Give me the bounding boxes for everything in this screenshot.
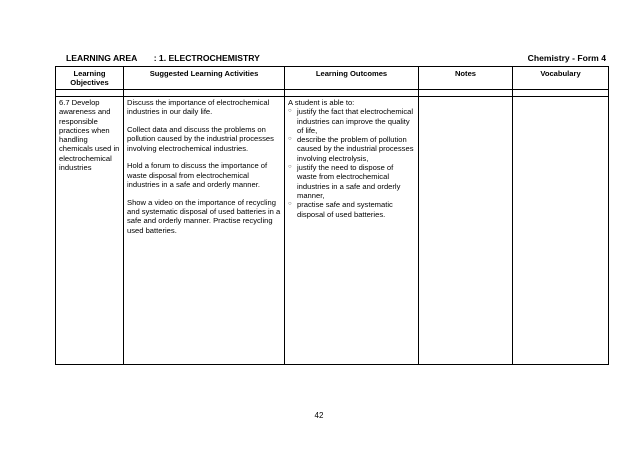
activity-paragraph: Discuss the importance of electrochemical industries in our daily life. [127, 98, 270, 117]
outcomes-intro: A student is able to: [288, 98, 355, 107]
spacer-cell [56, 90, 124, 97]
page-header [66, 53, 606, 65]
activity-paragraph: Show a video on the importance of recycling and systematic disposal of used batteries in a safe and orderly manner. Practise recycling used batteries. [127, 197, 281, 235]
activity-paragraph: Collect data and discuss the problems on pollution caused by the industrial processes involving electrochemical industries. [127, 125, 274, 153]
hollow-bullet-icon: ○ [288, 164, 292, 171]
col-header-vocabulary: Vocabulary [513, 67, 609, 90]
hollow-bullet-icon: ○ [288, 201, 292, 208]
learning-area-label: LEARNING AREA [66, 53, 138, 63]
vocabulary-cell [513, 97, 609, 365]
spacer-cell [285, 90, 419, 97]
subject-title: Chemistry - Form 4 [527, 53, 606, 63]
outcome-text: describe the problem of pollution caused by the industrial processes involving electrolysis, [297, 135, 414, 163]
activities-cell [124, 97, 285, 365]
col-header-learning-objectives: Learning Objectives [56, 67, 124, 90]
table-header-row [56, 67, 609, 90]
col-header-activities: Suggested Learning Activities [124, 67, 285, 90]
learning-area-heading [66, 53, 260, 63]
activity-paragraph: Hold a forum to discuss the importance of waste disposal from electrochemical industries in a safe and orderly manner. [127, 161, 268, 190]
notes-cell [419, 97, 513, 365]
table-spacer-row [56, 90, 609, 97]
col-header-outcomes: Learning Outcomes [285, 67, 419, 90]
outcome-text: practise safe and systematic disposal of used batteries. [297, 200, 393, 219]
learning-objective-cell: 6.7 Develop awareness and responsible practices when handling chemicals used in electrochemical industries [56, 97, 124, 365]
outcome-text: justify the need to dispose of waste from electrochemical industries in a safe and orderly manner, [297, 163, 401, 200]
spacer-cell [419, 90, 513, 97]
spacer-cell [124, 90, 285, 97]
table-row [56, 97, 609, 365]
outcomes-cell [285, 97, 419, 365]
list-item [288, 200, 415, 219]
hollow-bullet-icon: ○ [288, 108, 292, 115]
outcomes-list [288, 107, 415, 219]
list-item [288, 163, 415, 200]
learning-area-value: : 1. ELECTROCHEMISTRY [153, 53, 260, 63]
learning-table [55, 66, 609, 365]
list-item [288, 135, 415, 163]
list-item [288, 107, 415, 135]
hollow-bullet-icon: ○ [288, 136, 292, 143]
page-number: 42 [314, 411, 324, 420]
outcome-text: justify the fact that electrochemical industries can improve the quality of life, [297, 107, 414, 135]
spacer-cell [513, 90, 609, 97]
col-header-notes: Notes [419, 67, 513, 90]
